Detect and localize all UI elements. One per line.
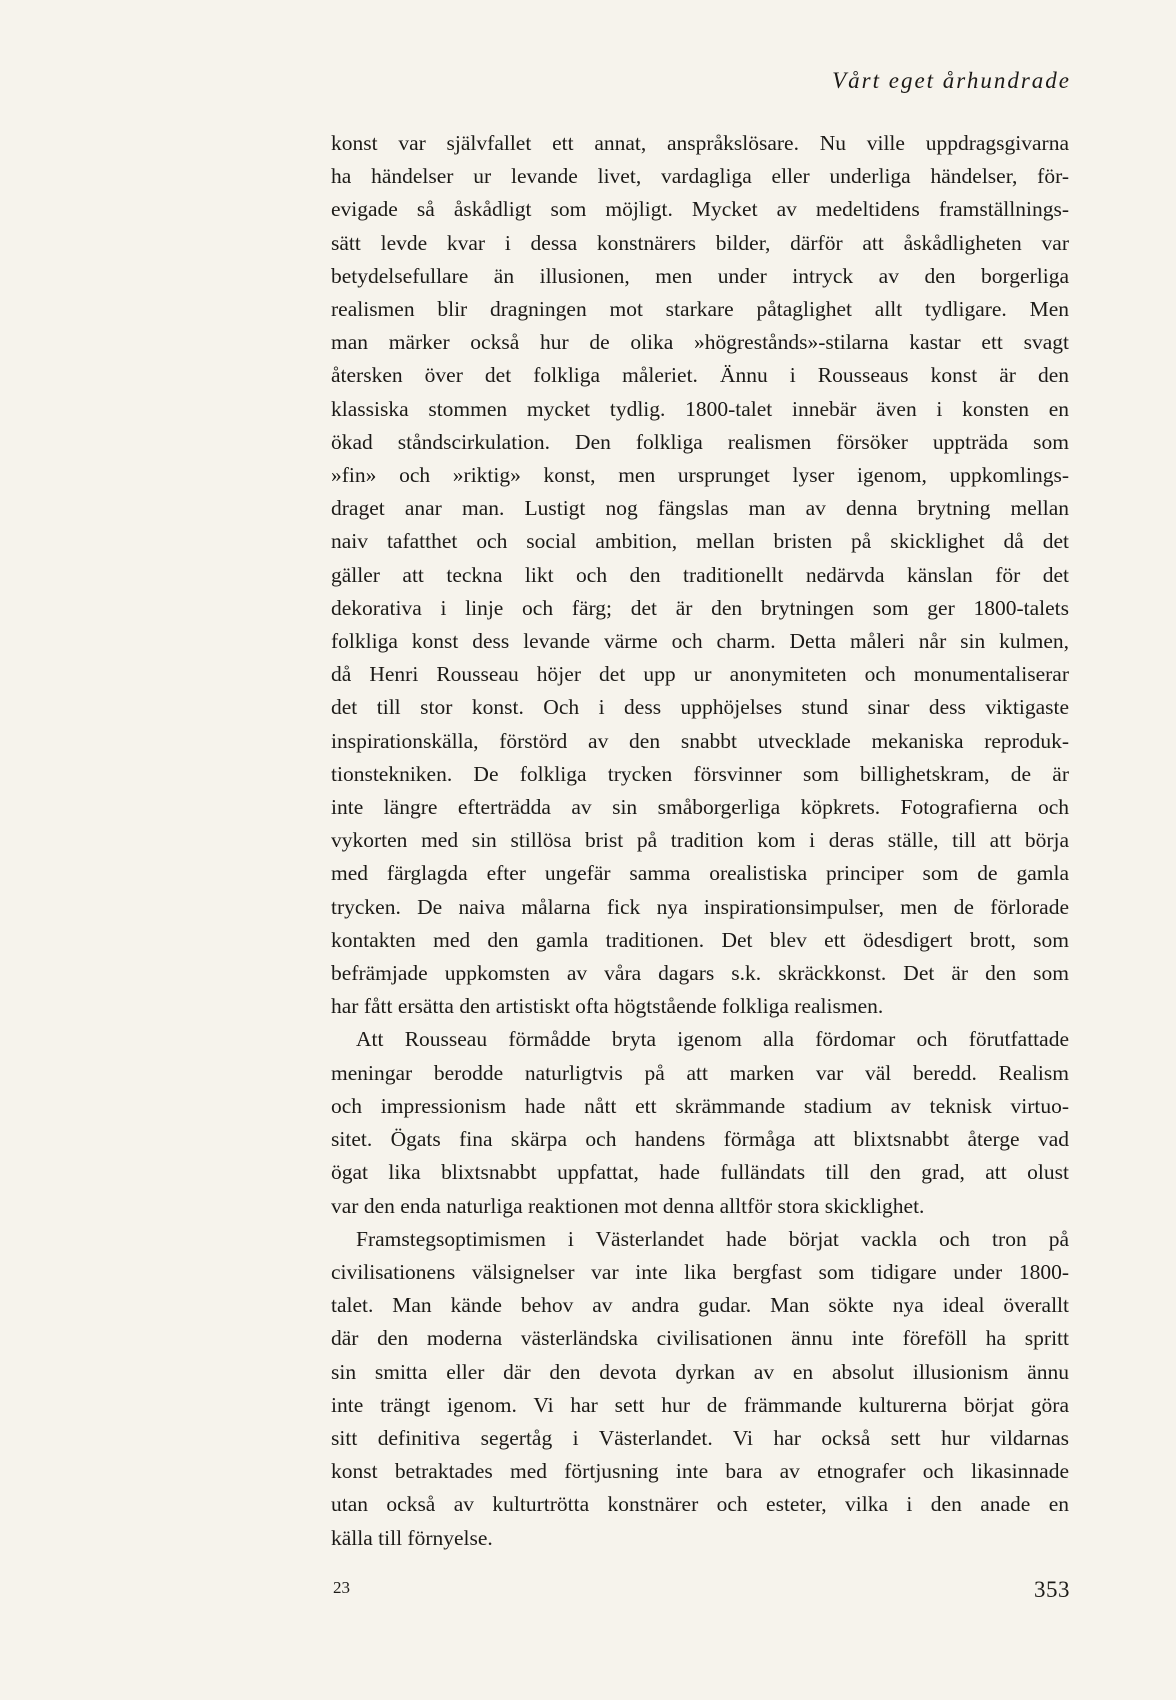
signature-mark: 23: [333, 1578, 350, 1597]
paragraph-2: [331, 1023, 1069, 1222]
text-line: var den enda naturliga reaktionen mot denna alltför stora skicklighet.: [331, 1193, 925, 1218]
text-line: trycken. De naiva målarna fick nya inspirationsimpulser, men de förlorade: [331, 894, 1069, 919]
text-line: draget anar man. Lustigt nog fängslas man av denna brytning mellan: [331, 496, 1069, 521]
text-line: utan också av kulturtrötta konstnärer och esteter, vilka i den anade en: [331, 1492, 1069, 1517]
text-line: källa till förnyelse.: [331, 1525, 493, 1550]
text-line: med färglagda efter ungefär samma orealistiska principer som de gamla: [331, 861, 1069, 886]
text-line: sitt definitiva segertåg i Västerlandet. Vi har också sett hur vildarnas: [331, 1425, 1069, 1450]
text-line: naiv tafatthet och social ambition, mellan bristen på skicklighet då det: [331, 529, 1069, 554]
text-line: och impressionism hade nått ett skrämmande stadium av teknisk virtuo-: [331, 1093, 1069, 1118]
body-text: [331, 127, 1069, 1555]
text-line: sin smitta eller där den devota dyrkan av en absolut illusionism ännu: [331, 1359, 1069, 1384]
text-line: konst var självfallet ett annat, anspråkslösare. Nu ville uppdragsgivarna: [331, 131, 1069, 155]
text-line: folkliga konst dess levande värme och charm. Detta måleri når sin kulmen,: [331, 629, 1069, 654]
text-line: inspirationskälla, förstörd av den snabbt utvecklade mekaniska reproduk-: [331, 728, 1069, 753]
text-line: sätt levde kvar i dessa konstnärers bilder, därför att åskådligheten var: [331, 230, 1069, 255]
text-line: evigade så åskådligt som möjligt. Mycket av medeltidens framställnings-: [331, 197, 1069, 222]
text-line: konst betraktades med förtjusning inte bara av etnografer och likasinnade: [331, 1459, 1069, 1484]
text-line: dekorativa i linje och färg; det är den brytningen som ger 1800-talets: [331, 595, 1069, 620]
text-line: har fått ersätta den artistiskt ofta högtstående folkliga realismen.: [331, 994, 884, 1019]
text-line: tionstekniken. De folkliga trycken försvinner som billighetskram, de är: [331, 761, 1069, 786]
text-line: kontakten med den gamla traditionen. Det blev ett ödesdigert brott, som: [331, 927, 1069, 952]
text-line: man märker också hur de olika »högrestånds»-stilarna kastar ett svagt: [331, 330, 1069, 355]
text-line: inte längre efterträdda av sin småborgerliga köpkrets. Fotografierna och: [331, 795, 1069, 820]
text-line: ha händelser ur levande livet, vardagliga eller underliga händelser, för-: [331, 164, 1069, 189]
running-head: Vårt eget århundrade: [832, 68, 1071, 93]
text-line: det till stor konst. Och i dess upphöjelses stund sinar dess viktigaste: [331, 695, 1069, 720]
text-line: Att Rousseau förmådde bryta igenom alla fördomar och förutfattade: [356, 1027, 1069, 1052]
text-line: då Henri Rousseau höjer det upp ur anonymiteten och monumentaliserar: [331, 662, 1069, 687]
text-line: civilisationens välsignelser var inte lika bergfast som tidigare under 1800-: [331, 1259, 1069, 1284]
text-line: »fin» och »riktig» konst, men ursprunget lyser igenom, uppkomlings-: [331, 463, 1069, 488]
text-line: betydelsefullare än illusionen, men under intryck av den borgerliga: [331, 263, 1069, 288]
paragraph-3: [331, 1223, 1069, 1555]
page-number: 353: [1034, 1577, 1070, 1602]
text-line: klassiska stommen mycket tydlig. 1800-talet innebär även i konsten en: [331, 396, 1069, 421]
paragraph-1: [331, 127, 1069, 1023]
text-line: där den moderna västerländska civilisationen ännu inte föreföll ha spritt: [331, 1326, 1069, 1351]
text-line: talet. Man kände behov av andra gudar. Man sökte nya ideal överallt: [331, 1293, 1069, 1318]
text-line: ögat lika blixtsnabbt uppfattat, hade fulländats till den grad, att olust: [331, 1160, 1069, 1185]
text-line: sitet. Ögats fina skärpa och handens förmåga att blixtsnabbt återge vad: [331, 1127, 1069, 1152]
text-line: ökad ståndscirkulation. Den folkliga realismen försöker uppträda som: [331, 429, 1069, 454]
text-line: meningar berodde naturligtvis på att marken var väl beredd. Realism: [331, 1060, 1069, 1085]
text-line: gäller att teckna likt och den traditionellt nedärvda känslan för det: [331, 562, 1069, 587]
text-line: Framstegsoptimismen i Västerlandet hade börjat vackla och tron på: [356, 1226, 1069, 1251]
text-line: vykorten med sin stillösa brist på tradition kom i deras ställe, till att börja: [331, 828, 1069, 853]
text-line: realismen blir dragningen mot starkare påtaglighet allt tydligare. Men: [331, 297, 1069, 322]
text-line: inte trängt igenom. Vi har sett hur de främmande kulturerna börjat göra: [331, 1392, 1069, 1417]
text-line: befrämjade uppkomsten av våra dagars s.k. skräckkonst. Det är den som: [331, 961, 1069, 986]
text-line: återsken över det folkliga måleriet. Ännu i Rousseaus konst är den: [331, 363, 1069, 388]
